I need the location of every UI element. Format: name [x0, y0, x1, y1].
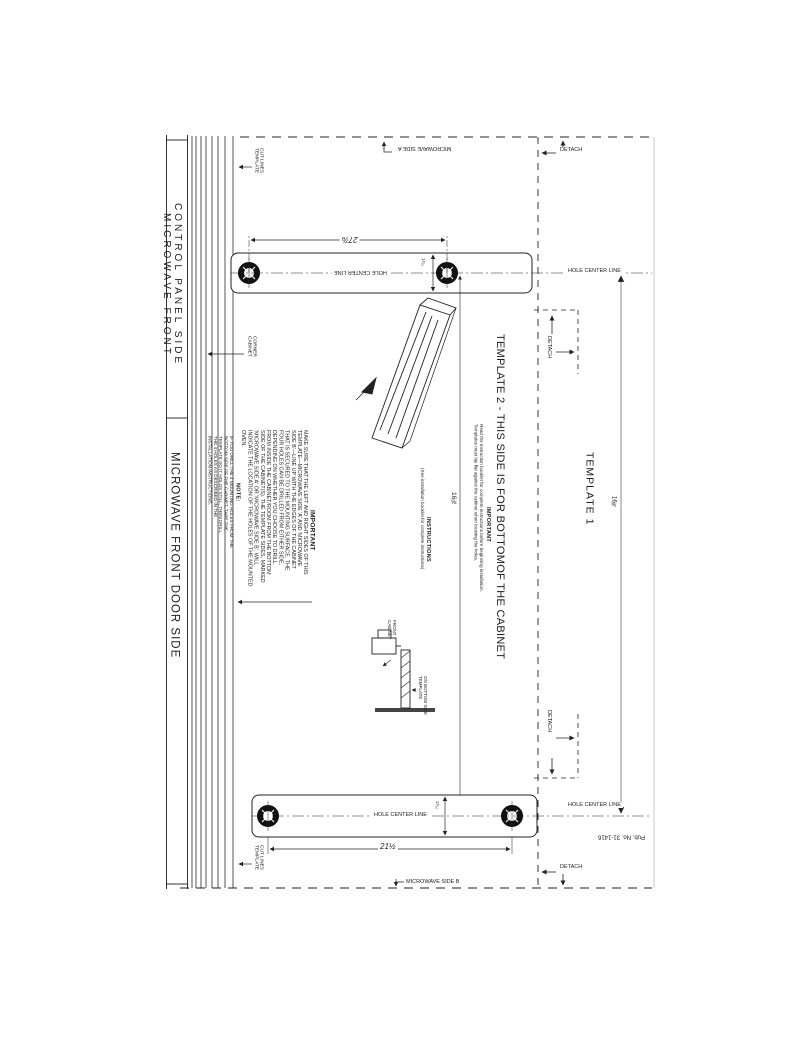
label-microwave-side-a: MICROWAVE SIDE A [398, 145, 452, 152]
detach-corner-arrows [542, 141, 563, 885]
template1-heading: TEMPLATE 1 [583, 452, 596, 526]
dimension-top-hole-spacing: 27⅞ [342, 234, 358, 244]
top-mounting-strip [231, 236, 652, 293]
cabinet-perspective-illustration [356, 298, 456, 448]
instructions-block: INSTRUCTIONS (See installation booklet for complete instructions) [420, 468, 431, 570]
note-paragraph-block: NOTE: IF YOU DRILL THE 4 MOUNTING HOLES FROM THE BOTTOM SIDE OF THE CABINET, TAPE THE TEMPLATE SO IT HOLDS STILL, THEN DRILL THE 4 HOLES AS DESCRIBED IN THE INSTALLATION INSTRUCTIONS. [207, 436, 241, 548]
dimension-vertical-right: 16⅝ [608, 496, 619, 509]
detach-bracket-top [534, 310, 578, 374]
dimension-hole-offset-top: 1³⁄₁₆ [420, 258, 426, 267]
label-template-cut-lines-bottom: TEMPLATE CUT LINES [253, 845, 264, 870]
detach-bracket-bottom [534, 714, 578, 778]
publication-number: Pub. No. 31-1416 [598, 833, 646, 840]
dimension-hole-offset-bottom: 1³⁄₁₆ [434, 801, 440, 810]
label-cabinet-corner: CABINET CORNER [246, 336, 257, 357]
label-hole-center-line-top: HOLE CENTER LINE [334, 269, 387, 276]
dimension-vertical-center: 16⅝ [448, 492, 459, 506]
label-cabinet-front: CABINET FRONT [386, 620, 397, 640]
important-paragraph-block: IMPORTANT MAKE SURE THAT THE LEFT AND RIGHT SIDES OF THIS TEMPLATE—MICROWAVE SIDE 'A' AND 'MICROWAVE SIDE B'—LINE UP WITH THE EDGES OF THE CABINET THAT IS SECURED TO THE MOUNTING SURFACE. THE FOUR HOLES CAN BE DRILLED FROM EITHER SIDE, DEPENDING ON WHETHER YOU CHOOSE TO DRILL FROM INSIDE THE CABINET/ROOM FROM THE BOTTOM SIDE OF THE CABINET(S). THE TEMPLATE SIDES, MARKED 'MICROWAVE SIDE A' OR 'MICROWAVE SIDE B', WILL INDICATE THE LOCATION OF THE HOLES OF THE MOUNTED OVEN. [240, 430, 316, 587]
template2-heading: TEMPLATE 2 - THIS SIDE IS FOR BOTTOMOF THE CABINET [494, 334, 507, 660]
dimension-bottom-hole-spacing: 21½ [380, 842, 396, 851]
label-template-cut-lines-top: TEMPLATE CUT LINES [253, 148, 264, 173]
label-hole-center-line-right-bottom: HOLE CENTER LINE [568, 802, 621, 808]
label-detach-bottom-right: DETACH [560, 864, 583, 870]
label-hole-center-line-right-top: HOLE CENTER LINE [568, 268, 621, 274]
label-hole-center-line-bottom: HOLE CENTER LINE [374, 812, 427, 818]
label-detach-top-right: DETACH [560, 147, 583, 153]
label-template-on-bottom-side: TEMPLATE ON BOTTOM SIDE [417, 676, 428, 715]
important-note-block: IMPORTANT Read the instruction booklet for complete instructions before beginning installation. Templates must lay flat against the cabinet when locating the holes. [473, 424, 491, 592]
label-control-panel-side: MICROWAVE FRONT CONTROL PANEL SIDE [161, 203, 183, 367]
label-detach-bracket-top: DETACH [546, 336, 553, 359]
label-door-side: MICROWAVE FRONT DOOR SIDE [168, 452, 181, 659]
label-detach-bracket-bottom: DETACH [546, 710, 553, 733]
label-microwave-side-b: MICROWAVE SIDE B [406, 879, 460, 885]
